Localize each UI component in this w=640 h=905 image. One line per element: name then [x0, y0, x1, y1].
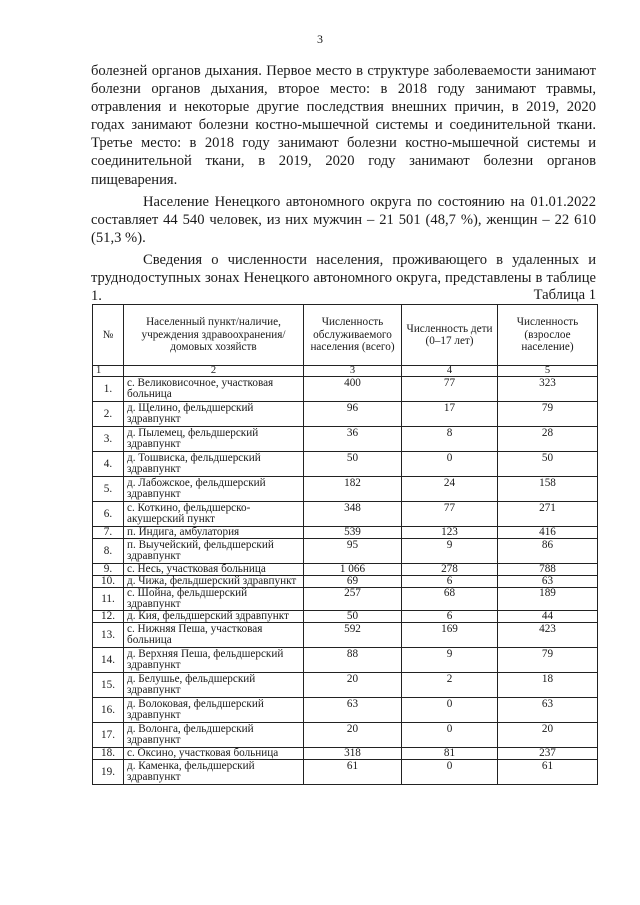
- row-number-cell: 11.: [93, 588, 124, 611]
- adults-cell: 271: [498, 502, 598, 527]
- settlement-cell: д. Каменка, фельдшерский здравпункт: [124, 760, 304, 785]
- total-population-cell: 318: [304, 748, 402, 760]
- table-row: [93, 611, 598, 623]
- total-population-cell: 1 066: [304, 564, 402, 576]
- column-number: 1: [93, 366, 124, 377]
- row-number-cell: 1.: [93, 377, 124, 402]
- children-cell: 81: [402, 748, 498, 760]
- adults-cell: 79: [498, 648, 598, 673]
- table-row: [93, 564, 598, 576]
- table-row: [93, 402, 598, 427]
- table-row: [93, 427, 598, 452]
- children-cell: 0: [402, 723, 498, 748]
- settlement-cell: с. Несь, участковая больница: [124, 564, 304, 576]
- table-row: [93, 588, 598, 611]
- settlement-cell: д. Пылемец, фельдшерский здравпункт: [124, 427, 304, 452]
- adults-cell: 50: [498, 452, 598, 477]
- header-settlement: Населенный пункт/наличие, учреждения здравоохранения/ домовых хозяйств: [124, 305, 304, 366]
- settlement-cell: д. Щелино, фельдшерский здравпункт: [124, 402, 304, 427]
- children-cell: 9: [402, 539, 498, 564]
- settlement-cell: д. Белушье, фельдшерский здравпункт: [124, 673, 304, 698]
- table-row: [93, 648, 598, 673]
- adults-cell: 323: [498, 377, 598, 402]
- table-caption: Таблица 1: [533, 287, 596, 303]
- children-cell: 77: [402, 502, 498, 527]
- table-row: [93, 623, 598, 648]
- paragraph: болезней органов дыхания. Первое место в структуре заболеваемости занимают болезни органов дыхания, второе место: в 2018 году занимают травмы, отравления и некоторые другие последствия внешних причин, в 2019, 2020 годах занимают болезни костно-мышечной системы и соединительной ткани. Третье место: в 2018 году занимают болезни костно-мышечной системы и соединительной ткани, в 2019, 2020 году занимают болезни органов пищеварения.: [91, 63, 596, 188]
- total-population-cell: 88: [304, 648, 402, 673]
- table-row: [93, 760, 598, 785]
- table-row: [93, 502, 598, 527]
- row-number-cell: 18.: [93, 748, 124, 760]
- column-number: 3: [304, 366, 402, 377]
- settlement-cell: д. Чижа, фельдшерский здравпункт: [124, 576, 304, 588]
- column-number: 5: [498, 366, 598, 377]
- settlement-cell: с. Шойна, фельдшерский здравпункт: [124, 588, 304, 611]
- paragraph: Население Ненецкого автономного округа по состоянию на 01.01.2022 составляет 44 540 человек, из них мужчин – 21 501 (48,7 %), женщин – 22 610 (51,3 %).: [91, 193, 596, 246]
- adults-cell: 18: [498, 673, 598, 698]
- children-cell: 169: [402, 623, 498, 648]
- total-population-cell: 96: [304, 402, 402, 427]
- table-header-row: [93, 305, 598, 366]
- adults-cell: 61: [498, 760, 598, 785]
- row-number-cell: 6.: [93, 502, 124, 527]
- table-row: [93, 452, 598, 477]
- header-adults: Численность (взрослое население): [498, 305, 598, 366]
- table-row: [93, 723, 598, 748]
- adults-cell: 63: [498, 698, 598, 723]
- adults-cell: 416: [498, 527, 598, 539]
- adults-cell: 237: [498, 748, 598, 760]
- column-number: 2: [124, 366, 304, 377]
- column-number: 4: [402, 366, 498, 377]
- table-row: [93, 539, 598, 564]
- row-number-cell: 16.: [93, 698, 124, 723]
- children-cell: 123: [402, 527, 498, 539]
- adults-cell: 788: [498, 564, 598, 576]
- row-number-cell: 3.: [93, 427, 124, 452]
- settlement-cell: п. Выучейский, фельдшерский здравпункт: [124, 539, 304, 564]
- row-number-cell: 7.: [93, 527, 124, 539]
- adults-cell: 86: [498, 539, 598, 564]
- adults-cell: 44: [498, 611, 598, 623]
- total-population-cell: 61: [304, 760, 402, 785]
- total-population-cell: 69: [304, 576, 402, 588]
- children-cell: 24: [402, 477, 498, 502]
- total-population-cell: 63: [304, 698, 402, 723]
- row-number-cell: 15.: [93, 673, 124, 698]
- row-number-cell: 17.: [93, 723, 124, 748]
- settlement-cell: д. Волонга, фельдшерский здравпункт: [124, 723, 304, 748]
- page-number: 3: [317, 32, 323, 46]
- total-population-cell: 348: [304, 502, 402, 527]
- children-cell: 68: [402, 588, 498, 611]
- total-population-cell: 182: [304, 477, 402, 502]
- table-row: [93, 377, 598, 402]
- adults-cell: 20: [498, 723, 598, 748]
- settlement-cell: д. Лабожское, фельдшерский здравпункт: [124, 477, 304, 502]
- settlement-cell: д. Верхняя Пеша, фельдшерский здравпункт: [124, 648, 304, 673]
- settlement-cell: д. Тошвиска, фельдшерский здравпункт: [124, 452, 304, 477]
- row-number-cell: 5.: [93, 477, 124, 502]
- children-cell: 278: [402, 564, 498, 576]
- total-population-cell: 95: [304, 539, 402, 564]
- row-number-cell: 9.: [93, 564, 124, 576]
- row-number-cell: 14.: [93, 648, 124, 673]
- children-cell: 17: [402, 402, 498, 427]
- settlement-cell: с. Нижняя Пеша, участковая больница: [124, 623, 304, 648]
- children-cell: 2: [402, 673, 498, 698]
- children-cell: 6: [402, 611, 498, 623]
- row-number-cell: 13.: [93, 623, 124, 648]
- row-number-cell: 19.: [93, 760, 124, 785]
- children-cell: 6: [402, 576, 498, 588]
- total-population-cell: 400: [304, 377, 402, 402]
- settlement-cell: с. Оксино, участковая больница: [124, 748, 304, 760]
- adults-cell: 158: [498, 477, 598, 502]
- row-number-cell: 10.: [93, 576, 124, 588]
- total-population-cell: 36: [304, 427, 402, 452]
- total-population-cell: 50: [304, 611, 402, 623]
- header-number: №: [93, 305, 124, 366]
- children-cell: 0: [402, 452, 498, 477]
- header-total: Численность обслуживаемого населения (всего): [304, 305, 402, 366]
- row-number-cell: 4.: [93, 452, 124, 477]
- children-cell: 8: [402, 427, 498, 452]
- total-population-cell: 539: [304, 527, 402, 539]
- table-row: [93, 673, 598, 698]
- settlement-cell: с. Великовисочное, участковая больница: [124, 377, 304, 402]
- total-population-cell: 50: [304, 452, 402, 477]
- settlement-cell: п. Индига, амбулатория: [124, 527, 304, 539]
- children-cell: 9: [402, 648, 498, 673]
- adults-cell: 28: [498, 427, 598, 452]
- header-children: Численность дети (0–17 лет): [402, 305, 498, 366]
- total-population-cell: 20: [304, 673, 402, 698]
- total-population-cell: 257: [304, 588, 402, 611]
- children-cell: 77: [402, 377, 498, 402]
- children-cell: 0: [402, 760, 498, 785]
- total-population-cell: 592: [304, 623, 402, 648]
- total-population-cell: 20: [304, 723, 402, 748]
- table-row: [93, 477, 598, 502]
- table-row: [93, 527, 598, 539]
- table-row: [93, 698, 598, 723]
- settlement-cell: с. Коткино, фельдшерско-акушерский пункт: [124, 502, 304, 527]
- column-number-row: [93, 366, 598, 377]
- paragraph: Сведения о численности населения, проживающего в удаленных и труднодоступных зонах Ненецкого автономного округа, представлены в таблице 1.: [91, 251, 596, 305]
- adults-cell: 63: [498, 576, 598, 588]
- settlement-cell: д. Кия, фельдшерский здравпункт: [124, 611, 304, 623]
- children-cell: 0: [402, 698, 498, 723]
- table-row: [93, 748, 598, 760]
- settlement-cell: д. Волоковая, фельдшерский здравпункт: [124, 698, 304, 723]
- adults-cell: 189: [498, 588, 598, 611]
- table-row: [93, 576, 598, 588]
- adults-cell: 423: [498, 623, 598, 648]
- adults-cell: 79: [498, 402, 598, 427]
- population-table: [92, 304, 598, 785]
- row-number-cell: 12.: [93, 611, 124, 623]
- body-text: [91, 62, 596, 308]
- row-number-cell: 8.: [93, 539, 124, 564]
- row-number-cell: 2.: [93, 402, 124, 427]
